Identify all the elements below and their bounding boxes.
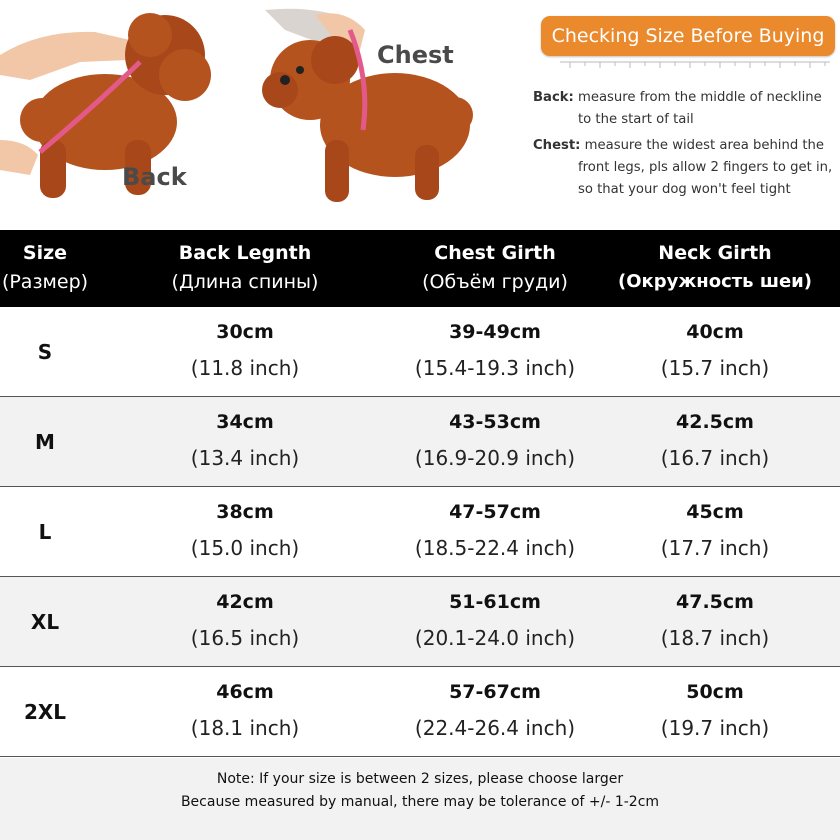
neck-cm: 40cm [686, 320, 744, 343]
back-length-cell [90, 397, 400, 487]
measurement-guide-banner [0, 0, 840, 230]
chest-girth-cell [400, 667, 590, 757]
back-length-cell [90, 577, 400, 667]
header-size [0, 230, 90, 307]
header-size-ru: (Размер) [1, 270, 89, 293]
chest-inch: (15.4-19.3 inch) [414, 355, 576, 380]
chest-cm: 47-57cm [449, 500, 541, 523]
dog-chest-measure-photo [255, 0, 475, 215]
table-row [0, 307, 840, 397]
back-cm: 30cm [216, 320, 274, 343]
size-cell: L [0, 487, 90, 577]
neck-cm: 45cm [686, 500, 744, 523]
chest-term: Chest: [533, 138, 581, 153]
back-cm: 38cm [216, 500, 274, 523]
back-inch: (11.8 inch) [190, 355, 300, 380]
chest-cm: 39-49cm [449, 320, 541, 343]
chest-cm: 51-61cm [449, 590, 541, 613]
back-length-cell [90, 307, 400, 397]
size-cell: 2XL [0, 667, 90, 757]
chest-inch: (16.9-20.9 inch) [414, 445, 576, 470]
chest-girth-cell [400, 307, 590, 397]
neck-inch: (19.7 inch) [660, 715, 770, 740]
chest-girth-cell [400, 397, 590, 487]
header-back-ru: (Длина спины) [171, 270, 319, 293]
header-neck-ru: (Окружность шеи) [618, 270, 812, 292]
table-row [0, 397, 840, 487]
chest-text-2: front legs, pls allow 2 fingers to get in, [578, 160, 833, 175]
back-cm: 42cm [216, 590, 274, 613]
size-cell: M [0, 397, 90, 487]
neck-girth-cell [590, 487, 840, 577]
neck-inch: (15.7 inch) [660, 355, 770, 380]
size-cell: S [0, 307, 90, 397]
neck-girth-cell [590, 397, 840, 487]
neck-cm: 50cm [686, 680, 744, 703]
note-line-2: Because measured by manual, there may be tolerance of +/- 1-2cm [180, 794, 660, 810]
size-chart-table [0, 230, 840, 757]
header-chest-ru: (Объём груди) [422, 270, 568, 293]
size-cell: XL [0, 577, 90, 667]
chest-inch: (18.5-22.4 inch) [414, 535, 576, 560]
neck-inch: (18.7 inch) [660, 625, 770, 650]
header-chest-en: Chest Girth [434, 241, 556, 264]
chest-inch: (20.1-24.0 inch) [414, 625, 576, 650]
chest-text-3: so that your dog won't feel tight [578, 182, 791, 197]
neck-inch: (16.7 inch) [660, 445, 770, 470]
table-header-row [0, 230, 840, 307]
chest-cm: 43-53cm [449, 410, 541, 433]
back-inch: (15.0 inch) [190, 535, 300, 560]
back-label: Back [122, 163, 187, 191]
dog-back-measure-photo [0, 0, 230, 215]
back-inch: (16.5 inch) [190, 625, 300, 650]
back-text-1: measure from the middle of neckline [578, 90, 822, 105]
chest-text-1: measure the widest area behind the [584, 138, 825, 153]
chest-girth-cell [400, 577, 590, 667]
table-row [0, 487, 840, 577]
back-cm: 34cm [216, 410, 274, 433]
note-line-1: Note: If your size is between 2 sizes, please choose larger [216, 771, 624, 787]
back-length-cell [90, 487, 400, 577]
back-inch: (18.1 inch) [190, 715, 300, 740]
checking-size-banner: Checking Size Before Buying [541, 16, 835, 56]
chest-cm: 57-67cm [449, 680, 541, 703]
header-neck-en: Neck Girth [658, 241, 772, 264]
table-row [0, 667, 840, 757]
chest-inch: (22.4-26.4 inch) [414, 715, 576, 740]
neck-girth-cell [590, 577, 840, 667]
header-size-en: Size [22, 241, 68, 264]
header-neck-girth [590, 230, 840, 307]
neck-cm: 47.5cm [676, 590, 754, 613]
tolerance-note [0, 758, 840, 840]
neck-girth-cell [590, 667, 840, 757]
table-row [0, 577, 840, 667]
back-length-cell [90, 667, 400, 757]
chest-definition [533, 135, 838, 201]
neck-girth-cell [590, 307, 840, 397]
header-chest-girth [400, 230, 590, 307]
back-definition [533, 87, 838, 131]
header-back-en: Back Legnth [178, 241, 312, 264]
neck-cm: 42.5cm [676, 410, 754, 433]
back-term: Back: [533, 90, 574, 105]
back-inch: (13.4 inch) [190, 445, 300, 470]
chest-girth-cell [400, 487, 590, 577]
header-back-length [90, 230, 400, 307]
back-text-2: to the start of tail [578, 112, 694, 127]
neck-inch: (17.7 inch) [660, 535, 770, 560]
back-cm: 46cm [216, 680, 274, 703]
ruler-icon [560, 60, 830, 72]
chest-label: Chest [377, 41, 454, 69]
